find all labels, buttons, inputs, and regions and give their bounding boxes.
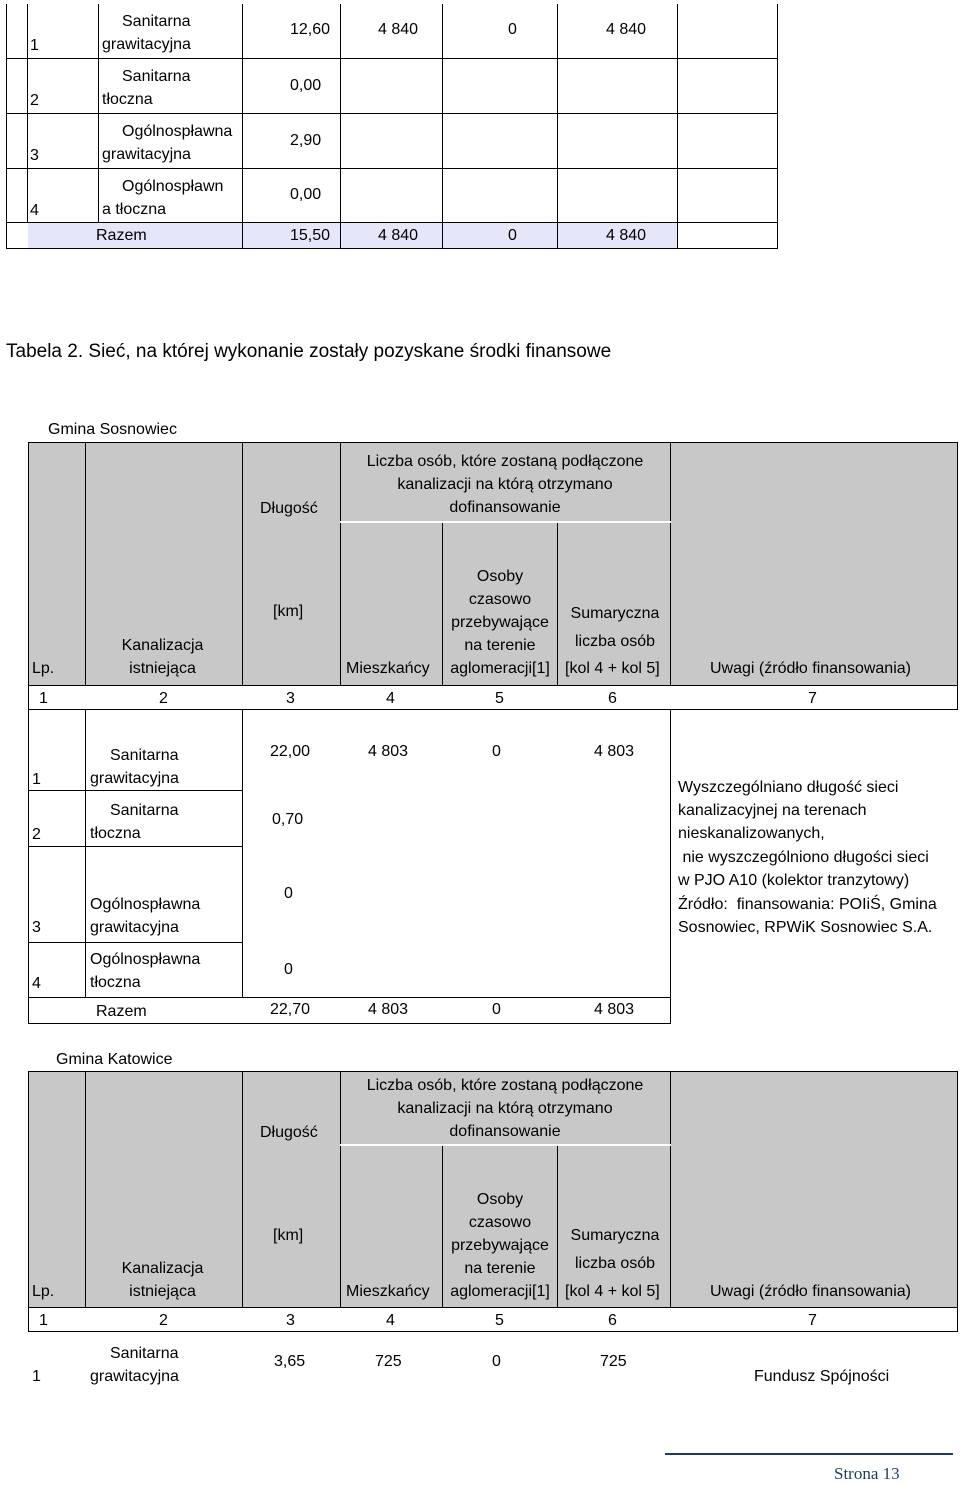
header-kol: [kol 4 + kol 5] xyxy=(565,660,660,677)
page-number: Strona 13 xyxy=(834,1464,900,1483)
top-row3-km: 2,90 xyxy=(290,132,322,149)
col-num-7: 7 xyxy=(808,690,817,707)
header-lp: Lp. xyxy=(32,660,55,677)
col-num-3: 3 xyxy=(286,690,295,707)
sos-row1-type: Sanitarna grawitacyjna xyxy=(90,747,179,787)
sos-uwagi-line: Źródło: finansowania: POIiŚ, Gmina xyxy=(678,896,937,913)
header-uwagi: Uwagi (źródło finansowania) xyxy=(710,660,911,677)
sos-uwagi-line: w PJO A10 (kolektor tranzytowy) xyxy=(678,872,910,889)
top-row3-type: Ogólnospławna grawitacyjna xyxy=(102,123,233,163)
sos-row1-mieszkancy: 4 803 xyxy=(368,743,409,760)
kat-header-mieszkancy: Mieszkańcy xyxy=(346,1283,430,1300)
sos-row2-km: 0,70 xyxy=(272,811,304,828)
katowice-gmina-label: Gmina Katowice xyxy=(56,1051,173,1068)
sos-uwagi-line: kanalizacyjnej na terenach xyxy=(678,802,867,819)
sos-row3-lp: 3 xyxy=(32,919,41,936)
kat-col-num-3: 3 xyxy=(286,1312,295,1329)
header-dlugosc: Długość xyxy=(260,500,318,517)
top-row2-km: 0,00 xyxy=(290,77,322,94)
sos-row1-lp: 1 xyxy=(32,771,41,788)
kat-header-sumaryczna: Sumaryczna liczba osób xyxy=(570,1227,660,1272)
col-num-6: 6 xyxy=(608,690,617,707)
kat-col-num-4: 4 xyxy=(386,1312,395,1329)
col-num-5: 5 xyxy=(495,690,504,707)
top-row1-km: 12,60 xyxy=(290,21,331,38)
kat-header-km: [km] xyxy=(273,1227,304,1244)
footer-line xyxy=(665,1453,953,1455)
header-osoby-czasowo: Osoby czasowo przebywające na terenie aglomeracji[1] xyxy=(450,568,550,677)
kat-header-lp: Lp. xyxy=(32,1283,55,1300)
sos-row4-km: 0 xyxy=(284,961,293,978)
header-km: [km] xyxy=(273,603,304,620)
sos-total-suma: 4 803 xyxy=(594,1001,635,1018)
top-row4-lp: 4 xyxy=(30,202,39,219)
top-row1-mieszkancy: 4 840 xyxy=(378,21,419,38)
sos-row1-km: 22,00 xyxy=(270,743,311,760)
kat-col-num-7: 7 xyxy=(808,1312,817,1329)
sos-row3-type: Ogólnospławna grawitacyjna xyxy=(90,896,201,936)
kat-header-liczba-osob: Liczba osób, które zostaną podłączone kanalizacji na którą otrzymano dofinansowanie xyxy=(366,1077,644,1140)
sos-uwagi-line: nie wyszczególniono długości sieci xyxy=(678,849,929,866)
header-liczba-osob: Liczba osób, które zostaną podłączone kanalizacji na którą otrzymano dofinansowanie xyxy=(366,453,644,516)
kat-header-dlugosc: Długość xyxy=(260,1124,318,1141)
top-total-label: Razem xyxy=(96,227,147,244)
col-num-1: 1 xyxy=(39,690,48,707)
kat-header-osoby-czasowo: Osoby czasowo przebywające na terenie aglomeracji[1] xyxy=(450,1191,550,1300)
kat-row1-mieszkancy: 725 xyxy=(375,1353,402,1370)
top-total-km: 15,50 xyxy=(290,227,331,244)
kat-header-kol: [kol 4 + kol 5] xyxy=(565,1283,660,1300)
top-row1-osoby: 0 xyxy=(508,21,517,38)
kat-row1-km: 3,65 xyxy=(274,1353,306,1370)
sos-uwagi-line: Wyszczególniano długość sieci xyxy=(678,779,899,796)
top-total-osoby: 0 xyxy=(508,227,517,244)
sos-row2-type: Sanitarna tłoczna xyxy=(90,802,179,842)
top-total-suma: 4 840 xyxy=(606,227,647,244)
sos-row3-km: 0 xyxy=(284,885,293,902)
top-row1-lp: 1 xyxy=(30,37,39,54)
kat-row1-osoby: 0 xyxy=(492,1353,501,1370)
header-kanalizacja: Kanalizacja istniejąca xyxy=(121,637,204,677)
kat-row1-type: Sanitarna grawitacyjna xyxy=(90,1345,179,1385)
table2-title: Tabela 2. Sieć, na której wykonanie zostały pozyskane środki finansowe xyxy=(6,341,612,362)
top-row2-type: Sanitarna tłoczna xyxy=(102,68,191,108)
kat-col-num-1: 1 xyxy=(39,1312,48,1329)
sos-total-label: Razem xyxy=(96,1003,147,1020)
kat-col-num-5: 5 xyxy=(495,1312,504,1329)
sosnowiec-gmina-label: Gmina Sosnowiec xyxy=(48,421,177,438)
top-row1-suma: 4 840 xyxy=(606,21,647,38)
sos-total-mieszkancy: 4 803 xyxy=(368,1001,409,1018)
sos-row4-lp: 4 xyxy=(32,975,41,992)
sos-row2-lp: 2 xyxy=(32,826,41,843)
header-mieszkancy: Mieszkańcy xyxy=(346,660,430,677)
kat-row1-uwagi: Fundusz Spójności xyxy=(754,1368,890,1385)
kat-header-uwagi: Uwagi (źródło finansowania) xyxy=(710,1283,911,1300)
sos-uwagi-line: Sosnowiec, RPWiK Sosnowiec S.A. xyxy=(678,919,933,936)
col-num-4: 4 xyxy=(386,690,395,707)
kat-row1-lp: 1 xyxy=(32,1368,41,1385)
kat-row1-suma: 725 xyxy=(600,1353,627,1370)
sos-uwagi-line: nieskanalizowanych, xyxy=(678,825,825,842)
top-total-mieszkancy: 4 840 xyxy=(378,227,419,244)
header-sumaryczna: Sumaryczna liczba osób xyxy=(570,605,660,650)
sos-total-km: 22,70 xyxy=(270,1001,311,1018)
kat-col-num-2: 2 xyxy=(159,1312,168,1329)
sos-row1-suma: 4 803 xyxy=(594,743,635,760)
top-row4-km: 0,00 xyxy=(290,186,322,203)
top-row2-lp: 2 xyxy=(30,92,39,109)
col-num-2: 2 xyxy=(159,690,168,707)
kat-header-kanalizacja: Kanalizacja istniejąca xyxy=(121,1260,204,1300)
top-row3-lp: 3 xyxy=(30,147,39,164)
top-row1-type: Sanitarna grawitacyjna xyxy=(102,13,191,53)
kat-col-num-6: 6 xyxy=(608,1312,617,1329)
sos-row1-osoby: 0 xyxy=(492,743,501,760)
top-row4-type: Ogólnospławn a tłoczna xyxy=(102,178,224,218)
sos-row4-type: Ogólnospławna tłoczna xyxy=(90,951,201,991)
sos-total-osoby: 0 xyxy=(492,1001,501,1018)
